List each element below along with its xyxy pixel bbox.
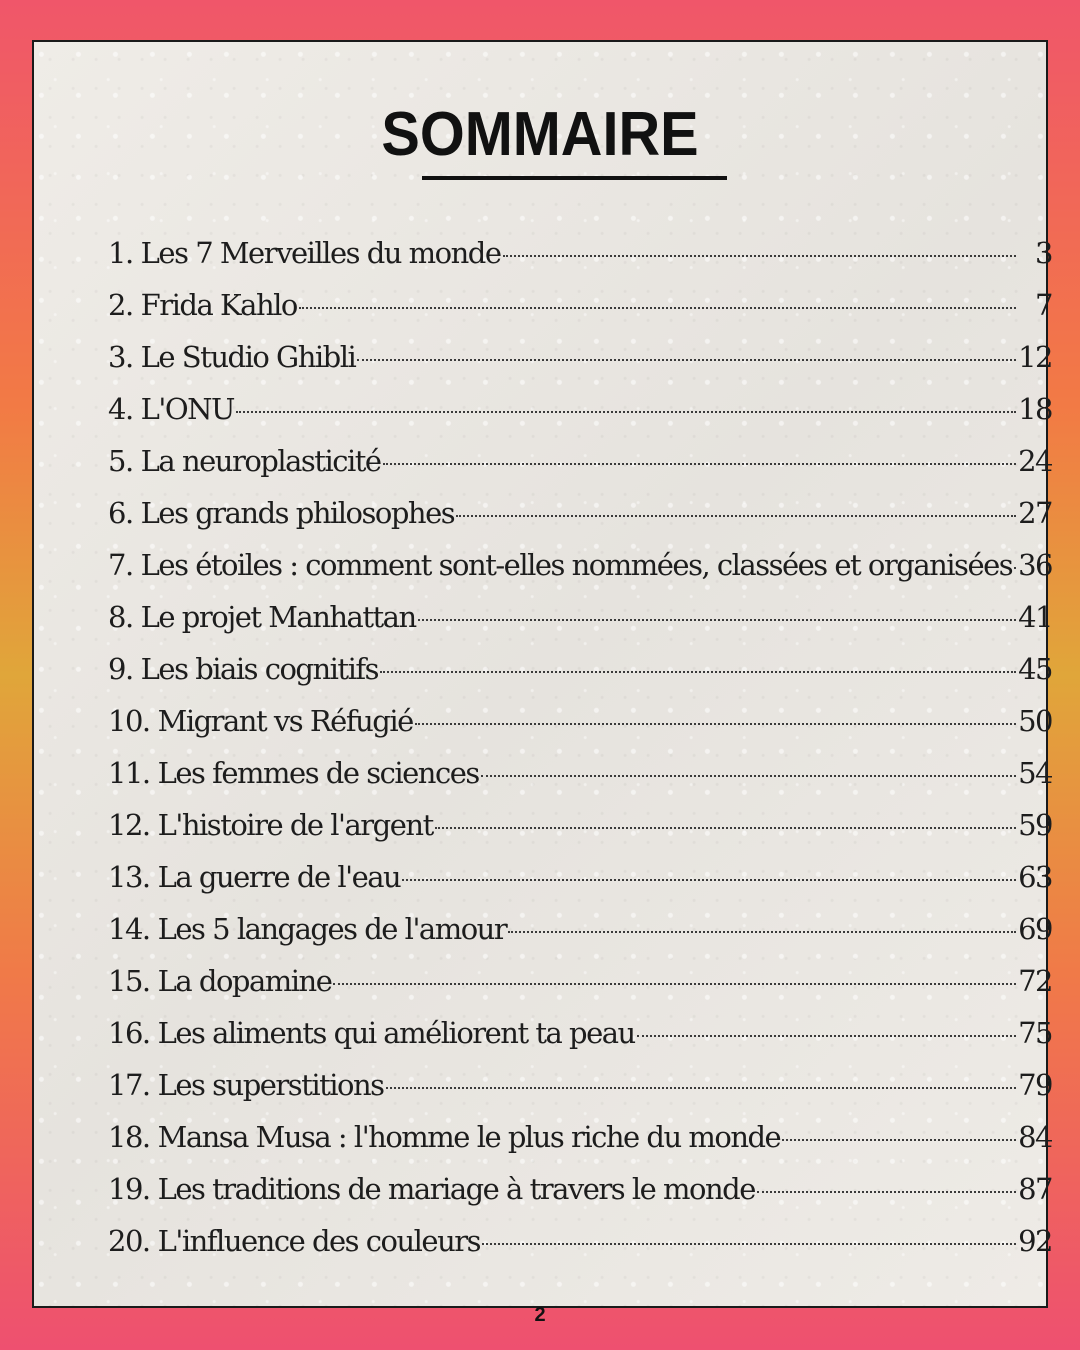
toc-dot-leader <box>503 255 1016 257</box>
toc-entry[interactable] <box>108 643 1052 695</box>
toc-dot-leader <box>757 1191 1016 1193</box>
toc-entry[interactable] <box>108 591 1052 643</box>
toc-entry-page: 36 <box>1018 548 1052 582</box>
toc-entry-title: L'influence des couleurs <box>157 1224 481 1258</box>
toc-entry-page: 92 <box>1018 1224 1052 1258</box>
toc-entry-number: 8. <box>108 600 133 634</box>
toc-entry[interactable] <box>108 435 1052 487</box>
toc-entry-page: 79 <box>1018 1068 1052 1102</box>
table-of-contents <box>108 227 1052 1267</box>
toc-entry-page: 45 <box>1018 652 1052 686</box>
toc-entry-title: L'ONU <box>140 392 234 426</box>
toc-entry-page: 41 <box>1018 600 1052 634</box>
toc-dot-leader <box>333 983 1016 985</box>
toc-entry[interactable] <box>108 1111 1052 1163</box>
toc-entry[interactable] <box>108 1215 1052 1267</box>
toc-entry[interactable] <box>108 1059 1052 1111</box>
toc-dot-leader <box>637 1035 1016 1037</box>
toc-entry-page: 24 <box>1018 444 1052 478</box>
toc-entry-number: 18. <box>108 1120 150 1154</box>
toc-dot-leader <box>299 307 1016 309</box>
toc-entry-page: 69 <box>1018 912 1052 946</box>
toc-entry-title: Frida Kahlo <box>140 288 297 322</box>
toc-entry-title: Les superstitions <box>157 1068 384 1102</box>
toc-dot-leader <box>386 1087 1016 1089</box>
toc-entry-title: Les biais cognitifs <box>140 652 378 686</box>
toc-entry[interactable] <box>108 851 1052 903</box>
toc-entry-number: 20. <box>108 1224 150 1258</box>
toc-entry[interactable] <box>108 487 1052 539</box>
toc-entry[interactable] <box>108 747 1052 799</box>
toc-entry-page: 50 <box>1018 704 1052 738</box>
toc-entry-title: Le projet Manhattan <box>140 600 416 634</box>
toc-entry-title: Les traditions de mariage à travers le monde <box>157 1172 755 1206</box>
toc-entry-number: 12. <box>108 808 150 842</box>
toc-entry-page: 54 <box>1018 756 1052 790</box>
toc-dot-leader <box>418 619 1016 621</box>
toc-dot-leader <box>508 931 1016 933</box>
toc-dot-leader <box>481 775 1016 777</box>
toc-entry-title: Les 5 langages de l'amour <box>157 912 507 946</box>
toc-dot-leader <box>357 359 1016 361</box>
toc-entry[interactable] <box>108 539 1052 591</box>
toc-entry-title: Migrant vs Réfugié <box>157 704 413 738</box>
toc-entry-title: Les 7 Merveilles du monde <box>140 236 501 270</box>
toc-entry-number: 10. <box>108 704 150 738</box>
toc-entry[interactable] <box>108 799 1052 851</box>
toc-entry-title: Les grands philosophes <box>140 496 455 530</box>
toc-entry[interactable] <box>108 331 1052 383</box>
toc-entry-page: 59 <box>1018 808 1052 842</box>
toc-entry-page: 87 <box>1018 1172 1052 1206</box>
toc-entry-title: Les femmes de sciences <box>157 756 479 790</box>
toc-entry-page: 72 <box>1018 964 1052 998</box>
toc-entry-number: 11. <box>108 756 150 790</box>
toc-entry-number: 13. <box>108 860 150 894</box>
toc-entry-number: 16. <box>108 1016 150 1050</box>
toc-entry-title: L'histoire de l'argent <box>157 808 433 842</box>
toc-entry-number: 15. <box>108 964 150 998</box>
toc-entry-title: Le Studio Ghibli <box>140 340 356 374</box>
page-title: SOMMAIRE <box>381 100 699 169</box>
title-underline <box>422 176 727 180</box>
page-sheet <box>32 40 1052 1326</box>
toc-entry[interactable] <box>108 955 1052 1007</box>
toc-entry-number: 17. <box>108 1068 150 1102</box>
toc-entry[interactable] <box>108 1163 1052 1215</box>
page-number: 2 <box>534 1304 546 1326</box>
toc-entry-number: 6. <box>108 496 133 530</box>
toc-dot-leader <box>456 515 1016 517</box>
toc-entry-title: La dopamine <box>157 964 332 998</box>
toc-entry-page: 7 <box>1035 288 1052 322</box>
toc-entry-number: 7. <box>108 548 133 582</box>
toc-dot-leader <box>415 723 1016 725</box>
toc-entry-page: 12 <box>1018 340 1052 374</box>
toc-entry-number: 4. <box>108 392 133 426</box>
toc-entry-number: 14. <box>108 912 150 946</box>
toc-entry-title: Mansa Musa : l'homme le plus riche du monde <box>157 1120 781 1154</box>
toc-entry-number: 2. <box>108 288 133 322</box>
toc-entry-title: Les aliments qui améliorent ta peau <box>157 1016 635 1050</box>
toc-entry-title: La neuroplasticité <box>140 444 381 478</box>
toc-dot-leader <box>236 411 1016 413</box>
toc-entry-page: 63 <box>1018 860 1052 894</box>
toc-entry-number: 9. <box>108 652 133 686</box>
toc-entry-page: 3 <box>1035 236 1052 270</box>
toc-dot-leader <box>383 463 1016 465</box>
toc-entry-number: 1. <box>108 236 133 270</box>
toc-entry[interactable] <box>108 227 1052 279</box>
toc-dot-leader <box>782 1139 1016 1141</box>
toc-entry-title: La guerre de l'eau <box>157 860 401 894</box>
toc-entry-page: 27 <box>1018 496 1052 530</box>
toc-entry[interactable] <box>108 695 1052 747</box>
toc-entry-number: 19. <box>108 1172 150 1206</box>
toc-entry-page: 84 <box>1018 1120 1052 1154</box>
toc-entry[interactable] <box>108 383 1052 435</box>
toc-dot-leader <box>380 671 1016 673</box>
toc-entry-page: 18 <box>1018 392 1052 426</box>
toc-dot-leader <box>482 1243 1016 1245</box>
toc-entry[interactable] <box>108 903 1052 955</box>
toc-entry-page: 75 <box>1018 1016 1052 1050</box>
toc-entry[interactable] <box>108 1007 1052 1059</box>
toc-entry[interactable] <box>108 279 1052 331</box>
toc-dot-leader <box>1014 567 1016 569</box>
toc-dot-leader <box>402 879 1016 881</box>
toc-entry-number: 3. <box>108 340 133 374</box>
toc-entry-number: 5. <box>108 444 133 478</box>
toc-dot-leader <box>435 827 1016 829</box>
toc-entry-title: Les étoiles : comment sont-elles nommées, classées et organisées <box>140 548 1013 582</box>
